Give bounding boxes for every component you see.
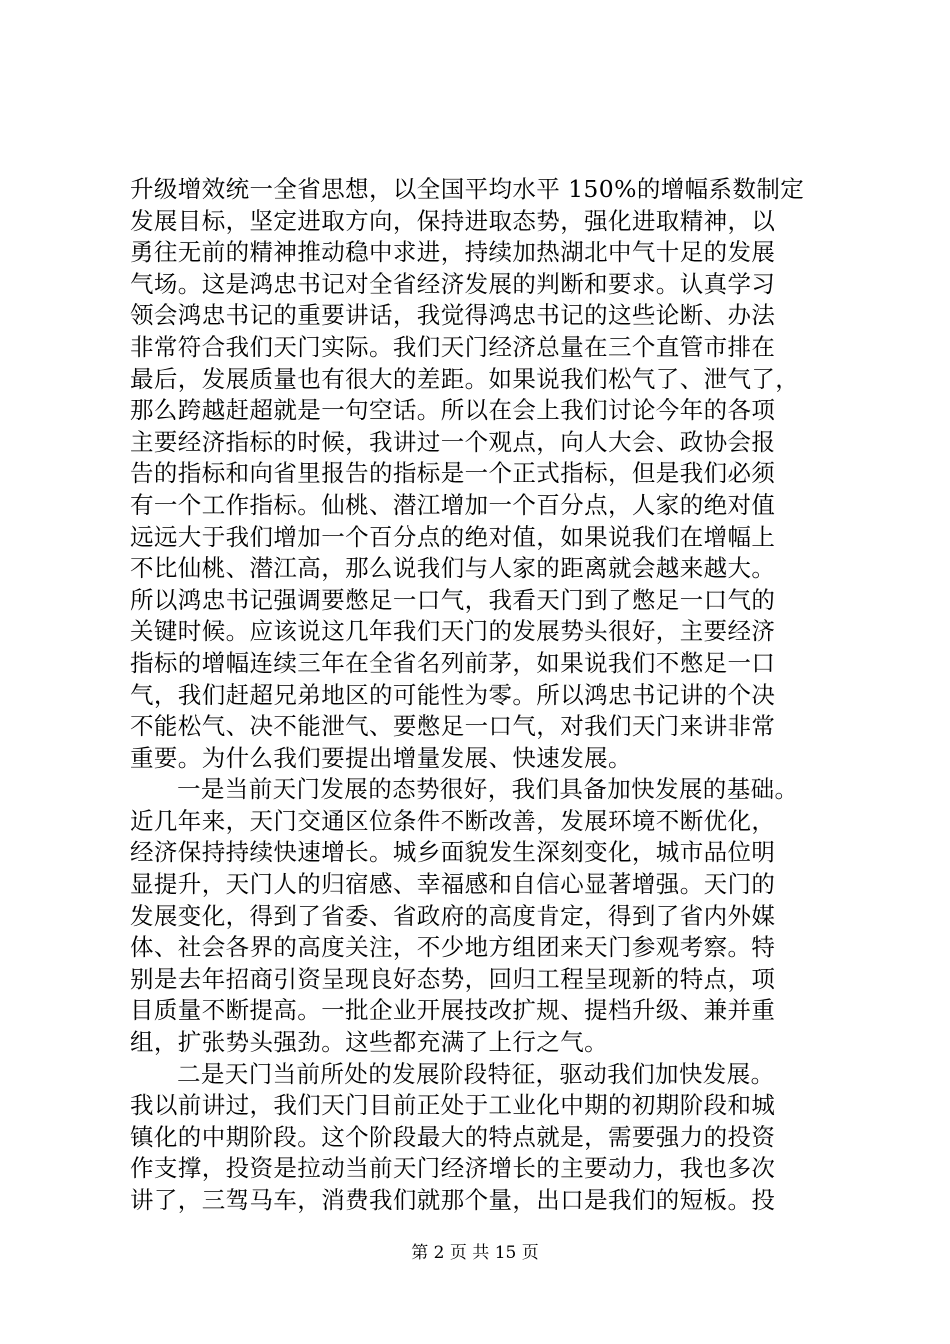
text-line: 不比仙桃、潜江高，那么说我们与人家的距离就会越来越大。 — [130, 554, 776, 583]
text-line: 非常符合我们天门实际。我们天门经济总量在三个直管市排在 — [130, 332, 776, 361]
text-line: 告的指标和向省里报告的指标是一个正式指标，但是我们必须 — [130, 459, 776, 488]
text-line: 讲了，三驾马车，消费我们就那个量，出口是我们的短板。投 — [130, 1186, 776, 1214]
text-line: 我以前讲过，我们天门目前正处于工业化中期的初期阶段和城 — [130, 1091, 776, 1120]
body-text — [130, 174, 850, 1217]
paragraph-first-line: 二是天门当前所处的发展阶段特征，驱动我们加快发展。 — [177, 1059, 775, 1088]
text-line: 体、社会各界的高度关注，不少地方组团来天门参观考察。特 — [130, 933, 776, 962]
text-line: 发展变化，得到了省委、省政府的高度肯定，得到了省内外媒 — [130, 901, 776, 930]
text-line: 升级增效统一全省思想，以全国平均水平 150%的增幅系数制定 — [130, 175, 805, 203]
text-line: 作支撑，投资是拉动当前天门经济增长的主要动力，我也多次 — [130, 1154, 776, 1183]
text-line: 勇往无前的精神推动稳中求进，持续加热湖北中气十足的发展 — [130, 238, 776, 267]
text-line: 那么跨越赶超就是一句空话。所以在会上我们讨论今年的各项 — [130, 396, 776, 425]
text-line: 气场。这是鸿忠书记对全省经济发展的判断和要求。认真学习 — [130, 269, 776, 298]
text-line: 显提升，天门人的归宿感、幸福感和自信心显著增强。天门的 — [130, 870, 776, 899]
text-line: 主要经济指标的时候，我讲过一个观点，向人大会、政协会报 — [130, 427, 776, 456]
text-line: 近几年来，天门交通区位条件不断改善，发展环境不断优化， — [130, 806, 776, 835]
text-line: 气，我们赶超兄弟地区的可能性为零。所以鸿忠书记讲的个决 — [130, 680, 776, 709]
paragraph-first-line: 一是当前天门发展的态势很好，我们具备加快发展的基础。 — [177, 775, 799, 804]
text-line: 重要。为什么我们要提出增量发展、快速发展。 — [130, 743, 632, 772]
text-line: 经济保持持续快速增长。城乡面貌发生深刻变化，城市品位明 — [130, 838, 776, 867]
text-line: 别是去年招商引资呈现良好态势，回归工程呈现新的特点，项 — [130, 964, 776, 993]
text-line: 最后，发展质量也有很大的差距。如果说我们松气了、泄气了， — [130, 364, 800, 393]
text-line: 领会鸿忠书记的重要讲话，我觉得鸿忠书记的这些论断、办法 — [130, 301, 776, 330]
text-line: 不能松气、决不能泄气、要憋足一口气，对我们天门来讲非常 — [130, 712, 776, 741]
text-line: 发展目标，坚定进取方向，保持进取态势，强化进取精神，以 — [130, 206, 776, 235]
text-line: 镇化的中期阶段。这个阶段最大的特点就是，需要强力的投资 — [130, 1122, 776, 1151]
text-line: 目质量不断提高。一批企业开展技改扩规、提档升级、兼并重 — [130, 996, 776, 1025]
text-line: 远远大于我们增加一个百分点的绝对值，如果说我们在增幅上 — [130, 522, 776, 551]
text-line: 有一个工作指标。仙桃、潜江增加一个百分点，人家的绝对值 — [130, 490, 776, 519]
text-line: 所以鸿忠书记强调要憋足一口气，我看天门到了憋足一口气的 — [130, 585, 776, 614]
page-footer: 第 2 页 共 15 页 — [411, 1243, 539, 1263]
text-line: 组，扩张势头强劲。这些都充满了上行之气。 — [130, 1028, 608, 1057]
text-line: 关键时候。应该说这几年我们天门的发展势头很好，主要经济 — [130, 617, 776, 646]
text-line: 指标的增幅连续三年在全省名列前茅，如果说我们不憋足一口 — [130, 648, 776, 677]
